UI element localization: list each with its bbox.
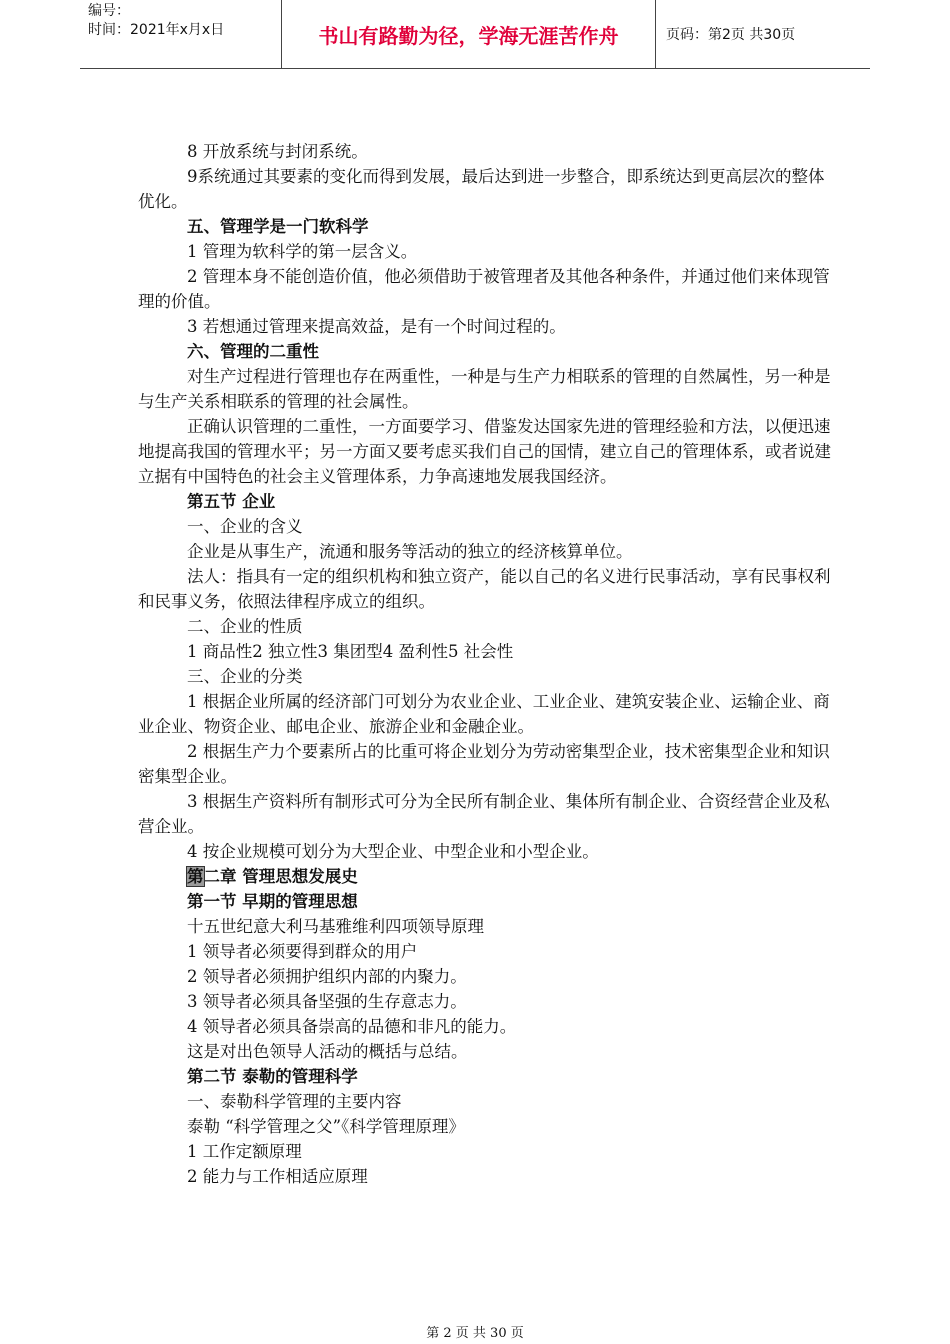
document-body xyxy=(138,139,838,1189)
paragraph: 2 领导者必须拥护组织内部的内聚力。 xyxy=(187,967,467,986)
paragraph: 1 商品性2 独立性3 集团型4 盈利性5 社会性 xyxy=(187,642,514,661)
paragraph: 1 工作定额原理 xyxy=(187,1142,302,1161)
paragraph: 正确认识管理的二重性，一方面要学习、借鉴发达国家先进的管理经验和方法，以便迅速地提高我国的管理水平；另一方面又要考虑买我们自己的国情，建立自己的管理体系，或者说建立据有中国特色的社会主义管理体系，力争高速地发展我国经济。 xyxy=(138,417,831,486)
chapter-title: 二章 管理思想发展史 xyxy=(203,867,358,886)
section-heading: 第一节 早期的管理思想 xyxy=(187,892,358,911)
paragraph: 4 按企业规模可划分为大型企业、中型企业和小型企业。 xyxy=(187,842,599,861)
header-page-info: 页码：第2页 共30页 xyxy=(666,27,796,43)
number-label: 编号： xyxy=(88,3,130,19)
section-heading: 第五节 企业 xyxy=(187,492,276,511)
subheading: 一、泰勒科学管理的主要内容 xyxy=(187,1092,402,1111)
paragraph: 2 根据生产力个要素所占的比重可将企业划分为劳动密集型企业，技术密集型企业和知识密集型企业。 xyxy=(138,742,830,786)
header-meta xyxy=(80,0,282,68)
paragraph: 8 开放系统与封闭系统。 xyxy=(187,142,368,161)
paragraph: 3 根据生产资料所有制形式可分为全民所有制企业、集体所有制企业、合资经营企业及私营企业。 xyxy=(138,792,830,836)
page-header xyxy=(80,0,870,69)
paragraph: 2 能力与工作相适应原理 xyxy=(187,1167,368,1186)
section-heading: 五、管理学是一门软科学 xyxy=(187,217,369,236)
paragraph: 法人：指具有一定的组织机构和独立资产，能以自己的名义进行民事活动，享有民事权利和民事义务，依照法律程序成立的组织。 xyxy=(138,567,831,611)
header-motto: 书山有路勤为径，学海无涯苦作舟 xyxy=(282,0,656,68)
paragraph: 对生产过程进行管理也存在两重性，一种是与生产力相联系的管理的自然属性，另一种是与生产关系相联系的管理的社会属性。 xyxy=(138,367,831,411)
paragraph: 1 管理为软科学的第一层含义。 xyxy=(187,242,418,261)
subheading: 二、企业的性质 xyxy=(187,617,303,636)
paragraph: 企业是从事生产，流通和服务等活动的独立的经济核算单位。 xyxy=(187,542,633,561)
paragraph: 泰勒 “科学管理之父”《科学管理原理》 xyxy=(187,1117,465,1136)
paragraph: 这是对出色领导人活动的概括与总结。 xyxy=(187,1042,468,1061)
paragraph: 4 领导者必须具备崇高的品德和非凡的能力。 xyxy=(187,1017,517,1036)
paragraph: 2 管理本身不能创造价值，他必须借助于被管理者及其他各种条件，并通过他们来体现管理的价值。 xyxy=(138,267,830,311)
subheading: 一、企业的含义 xyxy=(187,517,303,536)
section-heading: 六、管理的二重性 xyxy=(187,342,319,361)
paragraph: 十五世纪意大利马基雅维利四项领导原理 xyxy=(187,917,484,936)
paragraph: 1 领导者必须要得到群众的用户 xyxy=(187,942,418,961)
chapter-heading xyxy=(138,864,838,889)
section-heading: 第二节 泰勒的管理科学 xyxy=(187,1067,358,1086)
paragraph: 3 若想通过管理来提高效益，是有一个时间过程的。 xyxy=(187,317,566,336)
paragraph: 1 根据企业所属的经济部门可划分为农业企业、工业企业、建筑安装企业、运输企业、商业企业、物资企业、邮电企业、旅游企业和金融企业。 xyxy=(138,692,830,736)
time-label: 时间：2021年x月x日 xyxy=(88,22,225,38)
highlighted-char: 第 xyxy=(187,867,204,886)
paragraph: 9系统通过其要素的变化而得到发展，最后达到进一步整合，即系统达到更高层次的整体优化。 xyxy=(138,167,825,211)
subheading: 三、企业的分类 xyxy=(187,667,303,686)
page-footer: 第 2 页 共 30 页 xyxy=(426,1326,524,1341)
paragraph: 3 领导者必须具备坚强的生存意志力。 xyxy=(187,992,467,1011)
